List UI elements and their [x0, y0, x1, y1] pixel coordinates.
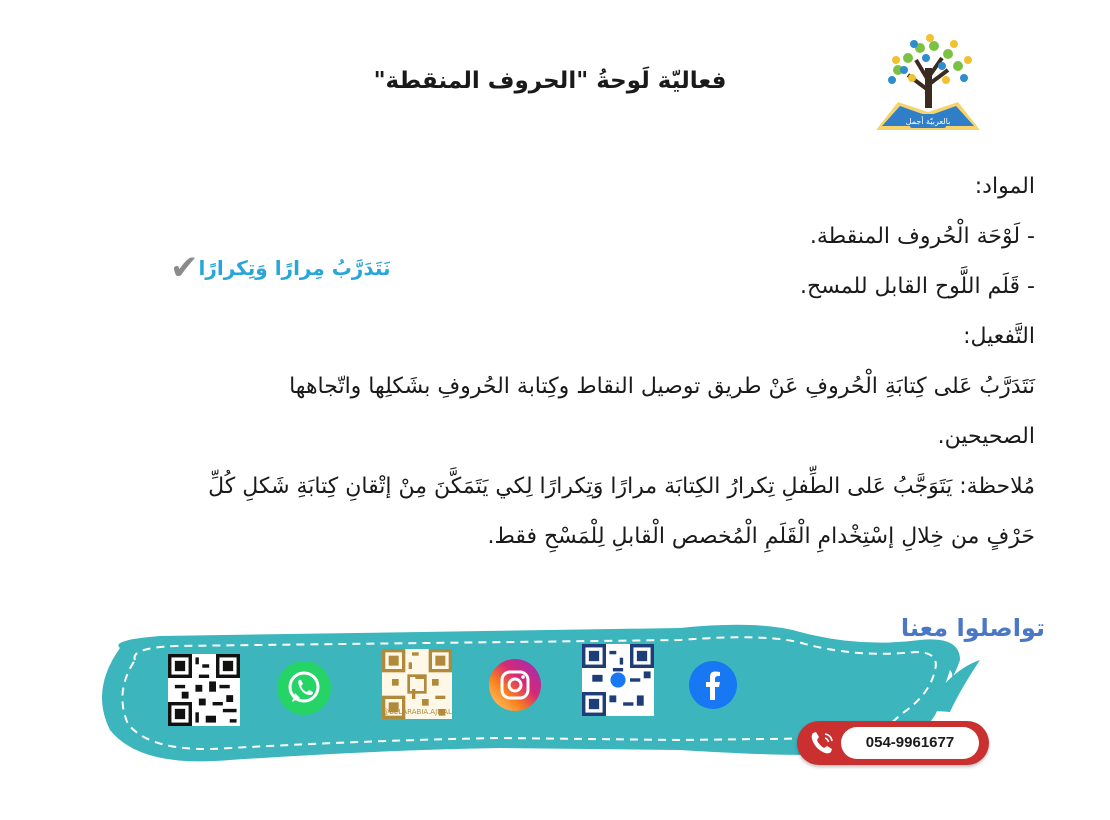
instagram-icon[interactable] — [488, 658, 542, 712]
material-item: - لَوْحَة الْحُروف المنقطة. — [809, 224, 1035, 249]
tree-icon — [888, 34, 972, 108]
svg-text:بالعربيّة أجمل: بالعربيّة أجمل — [905, 117, 951, 126]
phone-icon — [807, 729, 837, 757]
practice-text: نَتَدَرَّبُ مِرارًا وَتِكرارًا — [198, 256, 391, 280]
whatsapp-icon[interactable] — [276, 660, 332, 716]
activation-heading: التَّفعيل: — [963, 324, 1035, 349]
practice-badge — [160, 248, 405, 288]
phone-number: 054-9961677 — [865, 734, 955, 751]
activity-body — [60, 162, 1035, 562]
note-text: حَرْفٍ من خِلالِ إسْتِخْدامِ الْقَلَمِ الْمُخصص الْقابلِ لِلْمَسْحِ فقط. — [487, 524, 1035, 549]
qr-code[interactable] — [582, 644, 654, 716]
contact-title: تواصلوا معنا — [900, 614, 1045, 642]
activation-text: نَتَدَرَّبُ عَلى كِتابَةِ الْحُروفِ عَنْ طريق توصيل النقاط وكِتابة الحُروفِ بشَكلِها واتّجاهها — [289, 374, 1035, 399]
qr-caption: @BELARABIA.AJMAL — [382, 708, 452, 716]
materials-heading: المواد: — [974, 174, 1035, 199]
page-title: فعاليّة لَوحةُ "الحروف المنقطة" — [373, 68, 727, 94]
check-icon: ✔ — [170, 248, 199, 288]
note-text: مُلاحظة: يَتَوَجَّبُ عَلى الطِّفلِ تِكرارُ الكِتابَة مرارًا وَتِكرارًا لِكي يَتَمَكَّنَ مِنْ إتْقانِ كِتابَةِ شَكلِ كُلِّ — [208, 474, 1035, 499]
qr-code[interactable] — [168, 654, 240, 726]
phone-badge[interactable] — [797, 721, 989, 765]
material-item: - قَلَم اللَّوح القابل للمسح. — [800, 274, 1035, 299]
phone-number-box — [841, 727, 979, 759]
activation-text: الصحيحين. — [937, 424, 1035, 449]
facebook-icon[interactable] — [688, 660, 738, 710]
logo — [868, 30, 988, 140]
